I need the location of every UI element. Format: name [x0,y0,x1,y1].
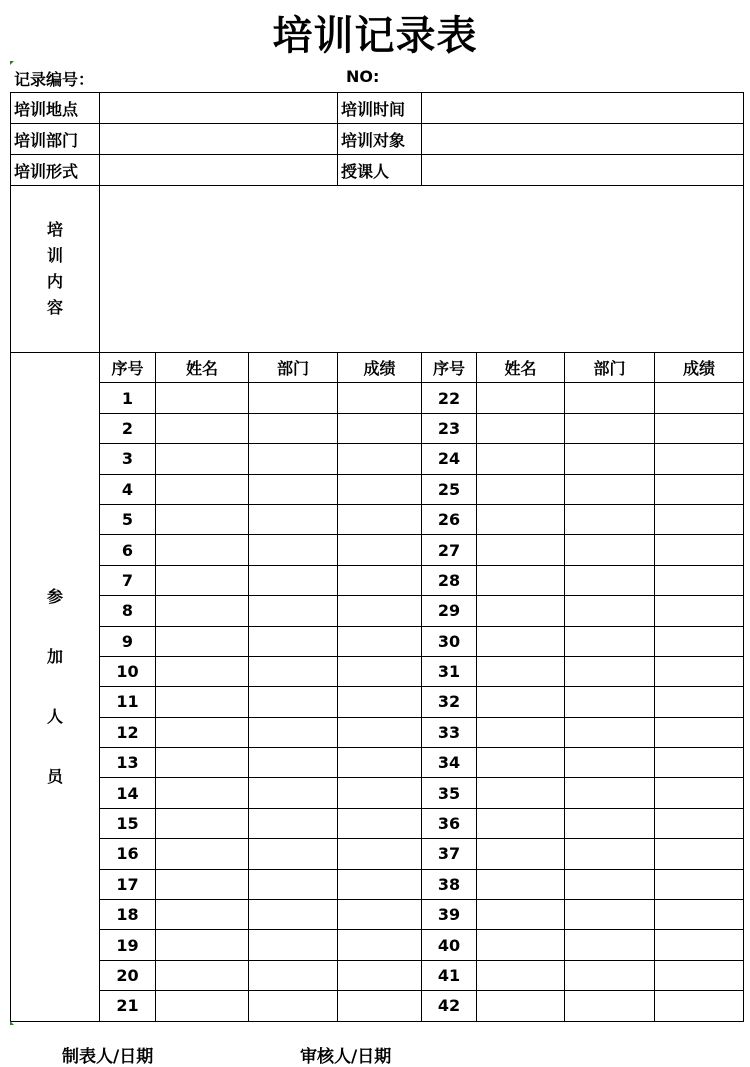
department-cell[interactable] [565,900,655,930]
table-row [11,748,744,778]
department-cell[interactable] [249,444,338,474]
name-cell[interactable] [477,869,565,899]
name-cell[interactable] [156,535,249,565]
name-cell[interactable] [477,778,565,808]
name-cell[interactable] [156,717,249,747]
participants-label-char: 参 [46,586,63,606]
department-cell[interactable] [249,656,338,686]
table-row [11,960,744,990]
serial-number: 8 [100,596,156,626]
serial-number: 25 [422,474,477,504]
score-cell[interactable] [338,869,422,899]
table-row [11,383,744,413]
record-number-label: 记录编号： [14,70,95,89]
serial-number: 4 [100,474,156,504]
name-cell[interactable] [156,383,249,413]
name-cell[interactable] [477,444,565,474]
table-row [11,626,744,656]
department-cell[interactable] [249,504,338,534]
serial-number: 41 [422,960,477,990]
table-row [11,656,744,686]
content-table [10,185,744,353]
name-cell[interactable] [477,474,565,504]
name-cell[interactable] [477,991,565,1021]
serial-number: 6 [100,535,156,565]
name-cell[interactable] [477,596,565,626]
department-cell[interactable] [249,717,338,747]
department-cell[interactable] [249,808,338,838]
department-cell[interactable] [249,778,338,808]
score-cell[interactable] [338,535,422,565]
serial-number: 40 [422,930,477,960]
department-cell[interactable] [249,900,338,930]
column-header: 部门 [565,353,655,383]
department-cell[interactable] [565,626,655,656]
department-cell[interactable] [249,869,338,899]
serial-number: 27 [422,535,477,565]
name-cell[interactable] [477,504,565,534]
serial-number: 18 [100,900,156,930]
department-cell[interactable] [249,930,338,960]
name-cell[interactable] [156,656,249,686]
department-cell[interactable] [565,991,655,1021]
score-cell[interactable] [338,474,422,504]
score-cell[interactable] [338,930,422,960]
content-label-char: 培 [46,220,63,239]
department-cell[interactable] [249,626,338,656]
department-cell[interactable] [249,413,338,443]
score-cell[interactable] [338,656,422,686]
department-cell[interactable] [249,383,338,413]
department-cell[interactable] [565,413,655,443]
serial-number: 21 [100,991,156,1021]
table-row [11,808,744,838]
department-cell[interactable] [249,991,338,1021]
info-field[interactable] [422,93,744,124]
participants-table [10,352,744,1022]
name-cell[interactable] [156,504,249,534]
column-header: 部门 [249,353,338,383]
info-row [11,155,744,186]
serial-number: 13 [100,748,156,778]
table-row [11,413,744,443]
department-cell[interactable] [565,808,655,838]
serial-number: 1 [100,383,156,413]
score-cell[interactable] [338,596,422,626]
score-cell[interactable] [655,869,744,899]
serial-number: 10 [100,656,156,686]
table-row [11,535,744,565]
info-label: 授课人 [338,155,422,186]
score-cell[interactable] [338,504,422,534]
department-cell[interactable] [565,687,655,717]
serial-number: 9 [100,626,156,656]
score-cell[interactable] [655,717,744,747]
serial-number: 34 [422,748,477,778]
department-cell[interactable] [565,504,655,534]
name-cell[interactable] [477,808,565,838]
name-cell[interactable] [477,626,565,656]
reviewer-date-label: 审核人/日期 [300,1047,392,1067]
name-cell[interactable] [477,717,565,747]
score-cell[interactable] [655,413,744,443]
table-row [11,504,744,534]
department-cell[interactable] [565,717,655,747]
serial-number: 42 [422,991,477,1021]
serial-number: 26 [422,504,477,534]
department-cell[interactable] [565,869,655,899]
name-cell[interactable] [477,565,565,595]
maker-date-label: 制表人/日期 [62,1047,154,1067]
serial-number: 12 [100,717,156,747]
department-cell[interactable] [249,687,338,717]
name-cell[interactable] [156,687,249,717]
participants-label-char: 人 [46,706,63,726]
content-label-char: 容 [46,298,63,317]
name-cell[interactable] [156,413,249,443]
department-cell[interactable] [249,748,338,778]
name-cell[interactable] [156,960,249,990]
name-cell[interactable] [477,900,565,930]
serial-number: 16 [100,839,156,869]
info-field[interactable] [422,155,744,186]
table-row [11,839,744,869]
content-label [11,186,100,353]
content-field[interactable] [100,186,744,353]
serial-number: 24 [422,444,477,474]
serial-number: 14 [100,778,156,808]
score-cell[interactable] [338,960,422,990]
name-cell[interactable] [156,839,249,869]
info-field[interactable] [100,93,338,124]
info-label: 培训对象 [338,124,422,155]
serial-number: 3 [100,444,156,474]
cell-marker-icon [10,1021,14,1025]
name-cell[interactable] [477,656,565,686]
table-row [11,474,744,504]
serial-number: 35 [422,778,477,808]
name-cell[interactable] [477,413,565,443]
name-cell[interactable] [477,383,565,413]
department-cell[interactable] [565,778,655,808]
table-row [11,778,744,808]
score-cell[interactable] [338,717,422,747]
score-cell[interactable] [655,900,744,930]
department-cell[interactable] [249,474,338,504]
score-cell[interactable] [655,960,744,990]
info-field[interactable] [100,124,338,155]
serial-number: 38 [422,869,477,899]
department-cell[interactable] [565,535,655,565]
department-cell[interactable] [565,656,655,686]
score-cell[interactable] [655,535,744,565]
info-label: 培训地点 [11,93,100,124]
department-cell[interactable] [249,565,338,595]
serial-number: 39 [422,900,477,930]
score-cell[interactable] [338,444,422,474]
content-label-char: 内 [46,272,63,291]
serial-number: 28 [422,565,477,595]
score-cell[interactable] [655,626,744,656]
serial-number: 31 [422,656,477,686]
cell-marker-icon [10,61,14,65]
name-cell[interactable] [156,869,249,899]
department-cell[interactable] [565,444,655,474]
department-cell[interactable] [565,839,655,869]
info-label: 培训形式 [11,155,100,186]
table-row [11,930,744,960]
department-cell[interactable] [249,596,338,626]
score-cell[interactable] [338,748,422,778]
score-cell[interactable] [338,839,422,869]
department-cell[interactable] [565,748,655,778]
serial-number: 20 [100,960,156,990]
score-cell[interactable] [655,930,744,960]
table-row [11,687,744,717]
department-cell[interactable] [249,535,338,565]
serial-number: 23 [422,413,477,443]
score-cell[interactable] [655,474,744,504]
score-cell[interactable] [655,596,744,626]
serial-number: 19 [100,930,156,960]
header-row [11,353,744,383]
serial-number: 17 [100,869,156,899]
name-cell[interactable] [156,444,249,474]
serial-number: 32 [422,687,477,717]
info-row [11,124,744,155]
score-cell[interactable] [338,413,422,443]
serial-number: 5 [100,504,156,534]
no-label: NO: [346,67,380,86]
score-cell[interactable] [655,444,744,474]
name-cell[interactable] [156,900,249,930]
name-cell[interactable] [156,748,249,778]
column-header: 成绩 [655,353,744,383]
serial-number: 37 [422,839,477,869]
table-row [11,869,744,899]
score-cell[interactable] [655,656,744,686]
column-header: 姓名 [477,353,565,383]
score-cell[interactable] [338,778,422,808]
name-cell[interactable] [156,596,249,626]
score-cell[interactable] [338,991,422,1021]
content-label-char: 训 [46,246,63,265]
department-cell[interactable] [565,596,655,626]
score-cell[interactable] [655,565,744,595]
score-cell[interactable] [655,778,744,808]
info-row [11,93,744,124]
score-cell[interactable] [655,808,744,838]
name-cell[interactable] [156,565,249,595]
score-cell[interactable] [338,383,422,413]
department-cell[interactable] [565,960,655,990]
name-cell[interactable] [477,930,565,960]
column-header: 姓名 [156,353,249,383]
score-cell[interactable] [655,504,744,534]
score-cell[interactable] [338,626,422,656]
participants-label-char: 员 [46,766,63,786]
serial-number: 7 [100,565,156,595]
table-row [11,565,744,595]
score-cell[interactable] [655,839,744,869]
name-cell[interactable] [156,778,249,808]
name-cell[interactable] [477,535,565,565]
serial-number: 15 [100,808,156,838]
table-row [11,717,744,747]
column-header: 序号 [100,353,156,383]
name-cell[interactable] [477,687,565,717]
serial-number: 29 [422,596,477,626]
page-title: 培训记录表 [272,13,478,59]
table-row [11,596,744,626]
department-cell[interactable] [249,839,338,869]
department-cell[interactable] [565,474,655,504]
department-cell[interactable] [565,930,655,960]
name-cell[interactable] [477,839,565,869]
department-cell[interactable] [565,565,655,595]
name-cell[interactable] [156,930,249,960]
participants-label-char: 加 [46,646,63,666]
serial-number: 36 [422,808,477,838]
table-row [11,900,744,930]
info-field[interactable] [100,155,338,186]
column-header: 序号 [422,353,477,383]
info-label: 培训部门 [11,124,100,155]
score-cell[interactable] [338,900,422,930]
name-cell[interactable] [477,748,565,778]
score-cell[interactable] [655,383,744,413]
table-row [11,991,744,1021]
score-cell[interactable] [338,808,422,838]
name-cell[interactable] [156,808,249,838]
info-table [10,92,744,186]
name-cell[interactable] [156,991,249,1021]
serial-number: 30 [422,626,477,656]
score-cell[interactable] [338,687,422,717]
score-cell[interactable] [655,687,744,717]
department-cell[interactable] [565,383,655,413]
info-label: 培训时间 [338,93,422,124]
participants-label [11,353,100,1022]
department-cell[interactable] [249,960,338,990]
serial-number: 33 [422,717,477,747]
serial-number: 22 [422,383,477,413]
serial-number: 2 [100,413,156,443]
table-row [11,444,744,474]
column-header: 成绩 [338,353,422,383]
info-field[interactable] [422,124,744,155]
name-cell[interactable] [156,626,249,656]
name-cell[interactable] [477,960,565,990]
serial-number: 11 [100,687,156,717]
name-cell[interactable] [156,474,249,504]
score-cell[interactable] [655,748,744,778]
score-cell[interactable] [338,565,422,595]
score-cell[interactable] [655,991,744,1021]
